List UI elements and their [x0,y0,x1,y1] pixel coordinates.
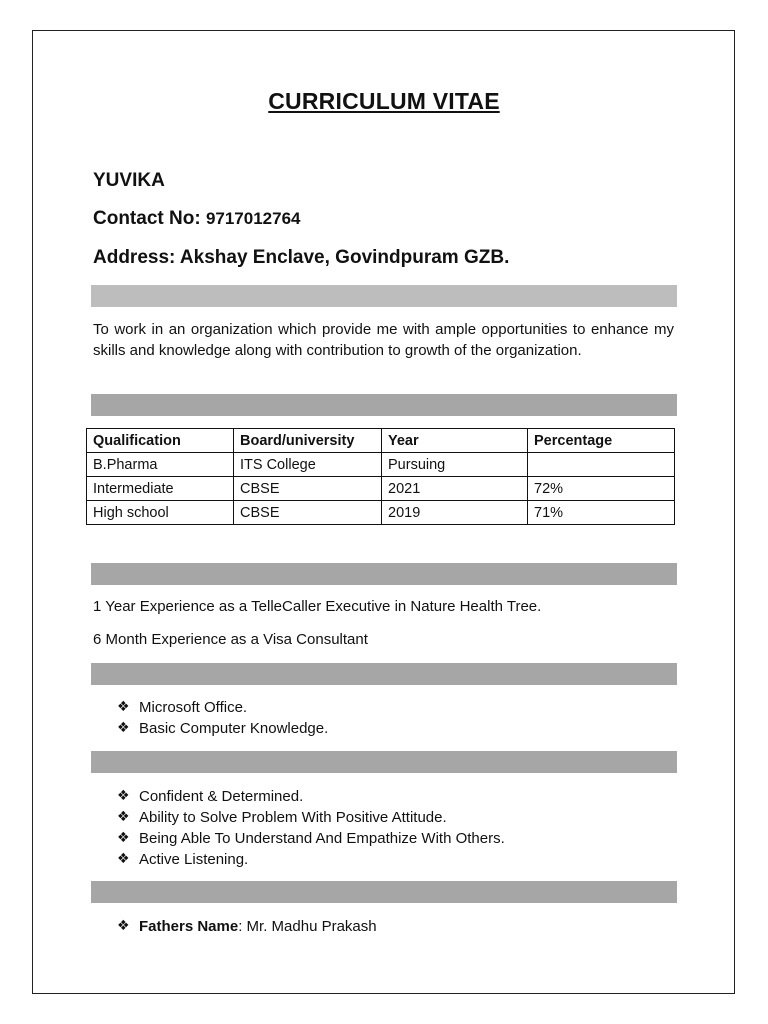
table-cell: Pursuing [382,453,528,477]
table-cell: B.Pharma [87,453,234,477]
section-bar-objective [91,285,677,307]
table-row [87,501,675,525]
table-cell: 2019 [382,501,528,525]
list-item [117,697,328,718]
table-row [87,477,675,501]
list-item [117,718,328,739]
diamond-bullet-icon: ❖ [117,788,130,804]
strength-text: Active Listening. [139,851,249,868]
skill-text: Microsoft Office. [139,699,248,716]
diamond-bullet-icon: ❖ [117,851,130,867]
section-bar-experience [91,563,677,585]
section-bar-education [91,394,677,416]
page-title: CURRICULUM VITAE [268,88,500,114]
education-table [86,428,675,525]
table-row [87,453,675,477]
table-cell: ITS College [234,453,382,477]
diamond-bullet-icon: ❖ [117,830,130,846]
diamond-bullet-icon: ❖ [117,720,130,736]
experience-item: 1 Year Experience as a TelleCaller Executive in Nature Health Tree. [93,598,542,615]
section-bar-personal [91,881,677,903]
skill-text: Basic Computer Knowledge. [139,720,329,737]
experience-item: 6 Month Experience as a Visa Consultant [93,631,368,648]
table-cell: 2021 [382,477,528,501]
list-item [117,828,505,849]
table-cell: 72% [528,477,675,501]
personal-list [117,916,377,937]
table-cell: Intermediate [87,477,234,501]
list-item [117,786,505,807]
address: Address: Akshay Enclave, Govindpuram GZB. [93,247,510,268]
strength-text: Ability to Solve Problem With Positive Attitude. [139,809,447,826]
table-header-cell: Percentage [528,429,675,453]
fathers-name-value: : Mr. Madhu Prakash [238,918,377,935]
diamond-bullet-icon: ❖ [117,809,130,825]
table-header-cell: Year [382,429,528,453]
strength-text: Being Able To Understand And Empathize With Others. [139,830,505,847]
strength-text: Confident & Determined. [139,788,304,805]
strengths-list [117,786,505,870]
skills-list [117,697,328,739]
contact-number [93,208,300,230]
list-item [117,916,377,937]
table-header-row [87,429,675,453]
contact-value: 9717012764 [205,209,301,228]
section-bar-skills [91,663,677,685]
list-item [117,849,505,870]
table-cell: CBSE [234,501,382,525]
table-cell: 71% [528,501,675,525]
diamond-bullet-icon: ❖ [117,918,130,934]
fathers-name-label: Fathers Name [139,918,239,935]
table-header-cell: Qualification [87,429,234,453]
table-header-cell: Board/university [234,429,382,453]
contact-label: Contact No: [93,208,206,229]
table-cell: High school [87,501,234,525]
table-cell [528,453,675,477]
section-bar-strengths [91,751,677,773]
list-item [117,807,505,828]
table-cell: CBSE [234,477,382,501]
candidate-name: YUVIKA [93,170,165,191]
diamond-bullet-icon: ❖ [117,699,130,715]
objective-text: To work in an organization which provide me with ample opportunities to enhance my skills and knowledge along with contribution to growth of the organization. [93,321,674,359]
